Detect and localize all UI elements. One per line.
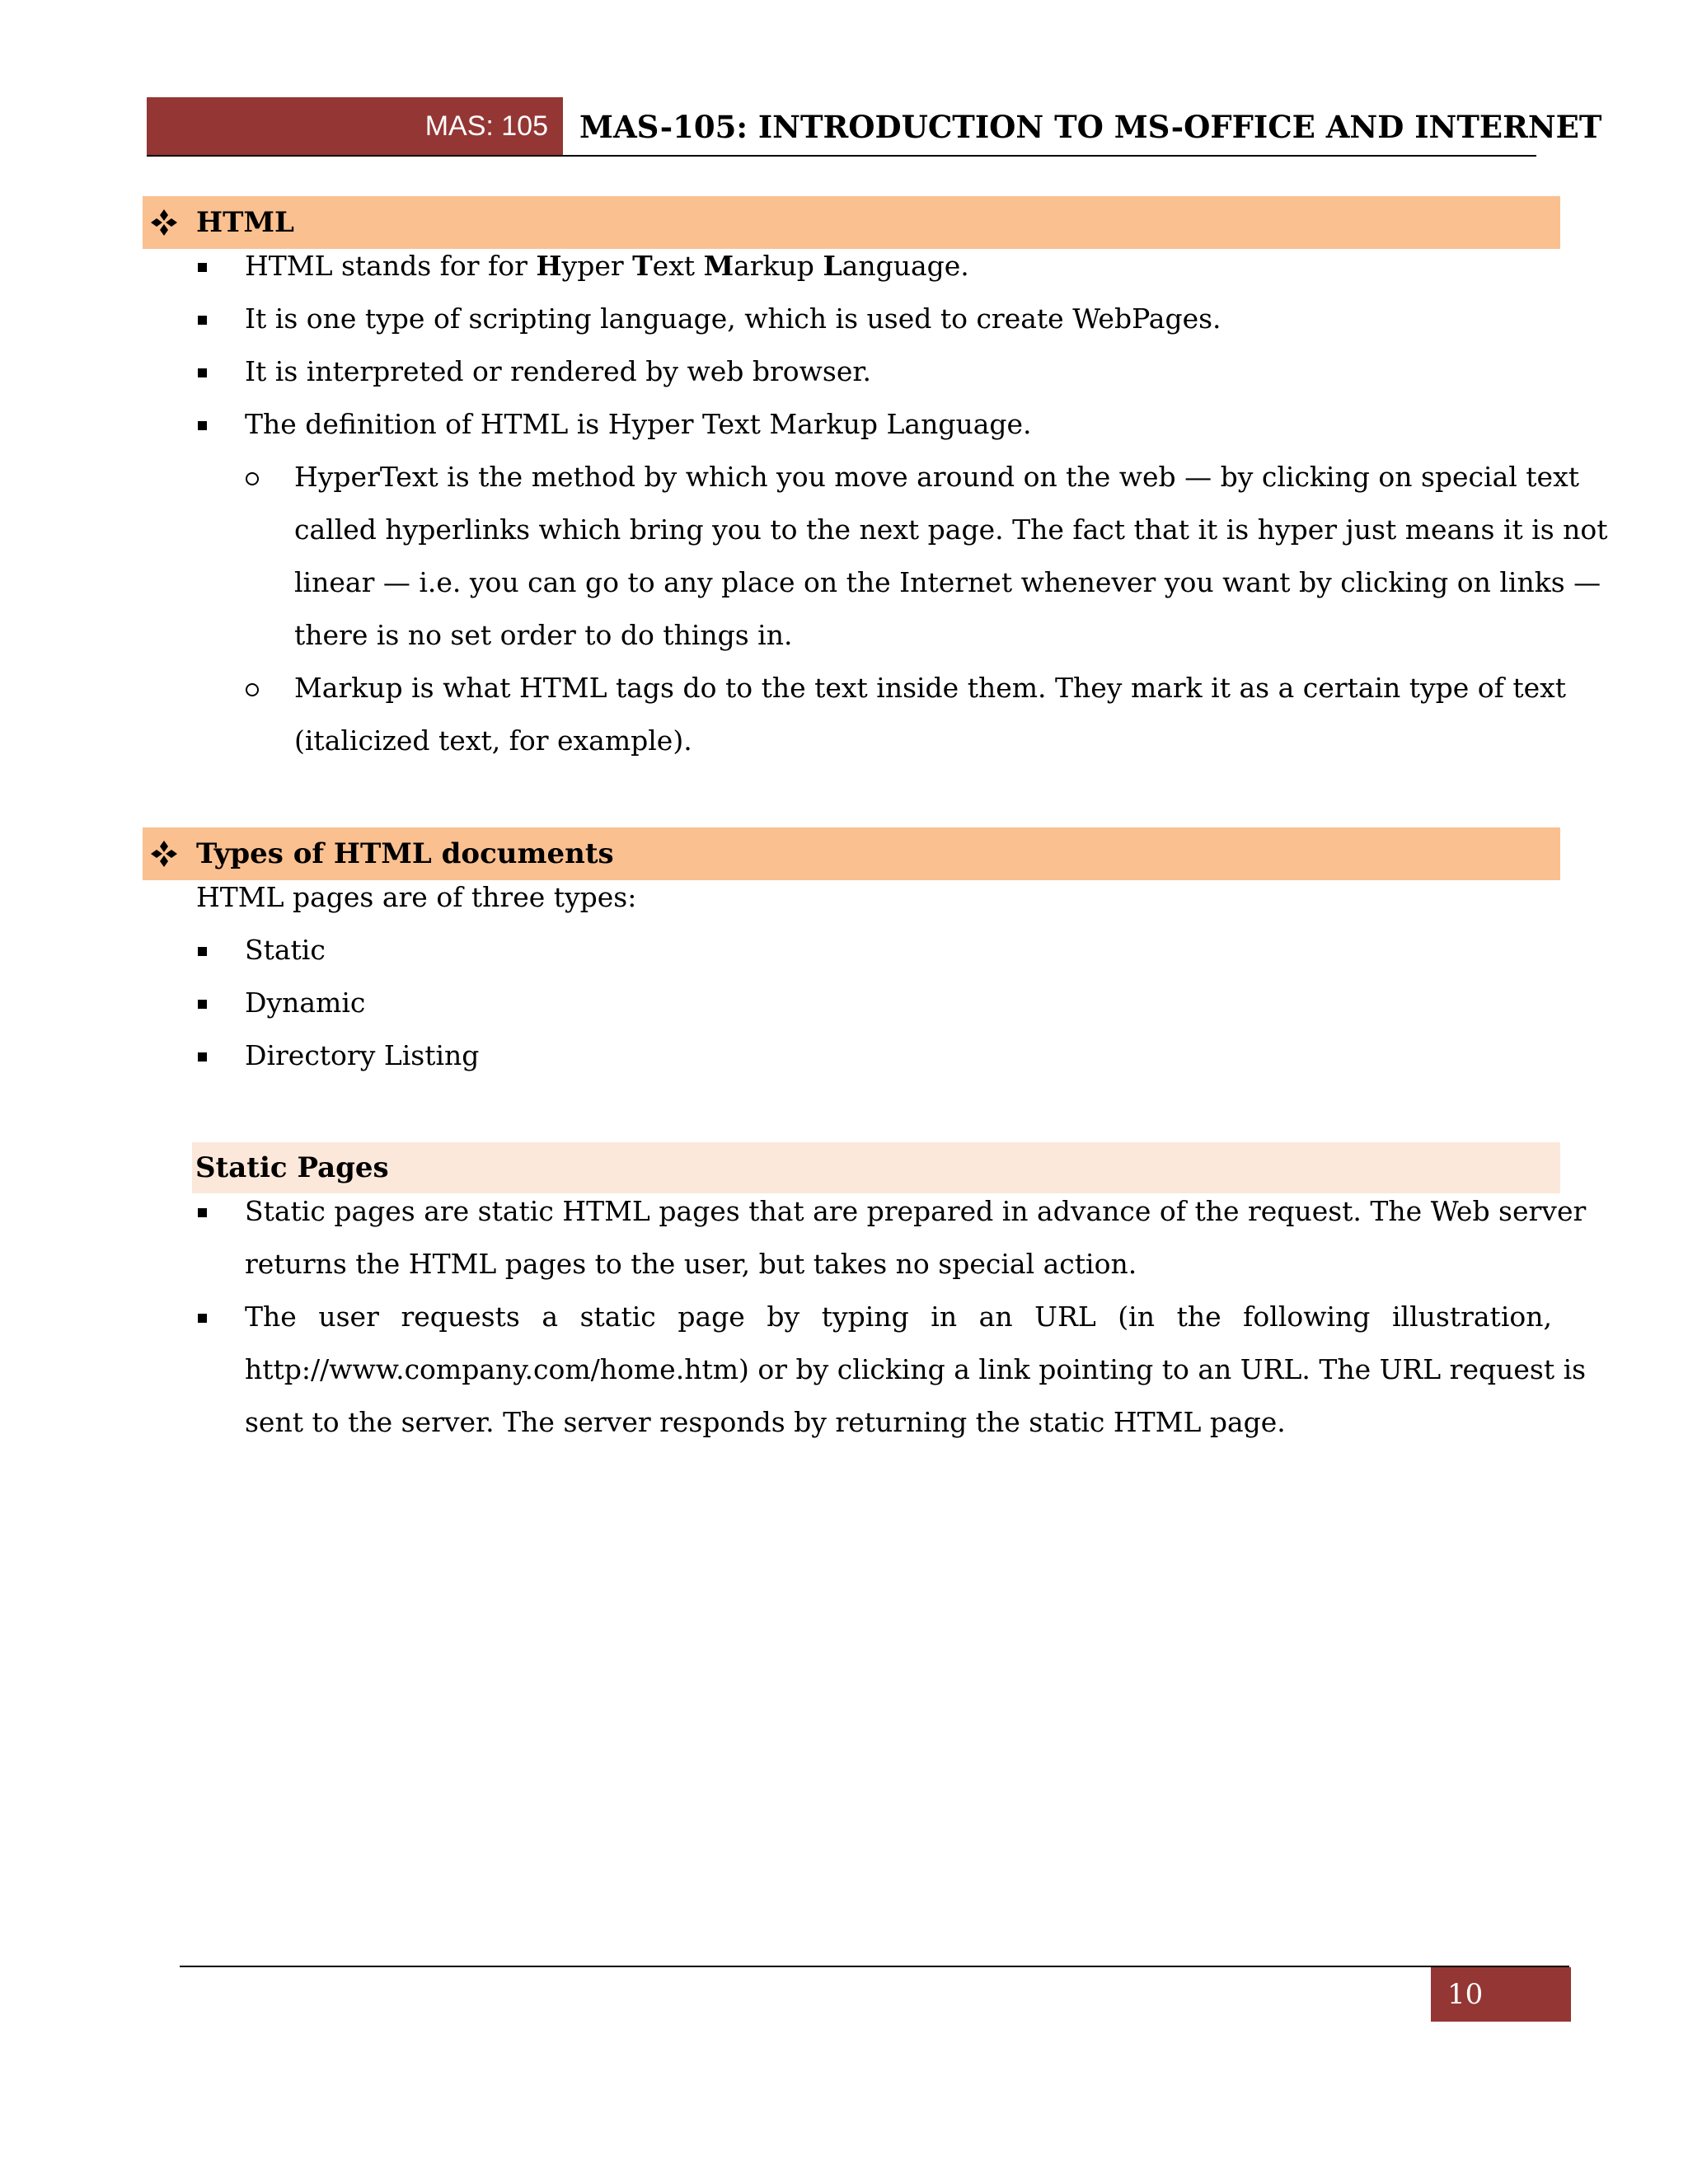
hollow-circle-bullet-icon [246,683,259,696]
page-header-title: MAS-105: INTRODUCTION TO MS-OFFICE AND INTERNET [579,108,1602,145]
subitem-hypertext-line: called hyperlinks which bring you to the next page. The fact that it is hyper just means it is not [294,513,1608,546]
bold-initial: L [823,250,842,282]
text-run: ext [652,250,704,282]
list-item-dynamic: Dynamic [245,987,366,1019]
header-divider [147,155,1536,157]
subitem-hypertext-line: linear — i.e. you can go to any place on the Internet whenever you want by clicking on links — [294,566,1601,598]
list-item-static: Static [245,934,326,966]
list-item-directory-listing: Directory Listing [245,1039,480,1071]
square-bullet-icon [198,263,207,272]
subitem-hypertext-line: there is no set order to do things in. [294,619,793,651]
square-bullet-icon [198,1000,207,1009]
footer-divider [180,1966,1569,1967]
square-bullet-icon [198,368,207,377]
square-bullet-icon [198,421,207,430]
section-heading-types [143,827,1560,880]
square-bullet-icon [198,316,207,325]
square-bullet-icon [198,947,207,956]
static-para-line: Static pages are static HTML pages that are prepared in advance of the request. The Web server [245,1195,1587,1227]
text-run: arkup [734,250,823,282]
section-title: Types of HTML documents [196,837,614,870]
four-diamond-icon [149,208,179,237]
course-code: MAS: 105 [424,110,548,142]
bullet-text: It is interpreted or rendered by web browser. [245,355,871,387]
subitem-markup-line: Markup is what HTML tags do to the text inside them. They mark it as a certain type of text [294,672,1567,704]
subitem-hypertext-line: HyperText is the method by which you move around on the web — by clicking on special text [294,461,1579,493]
section-title: HTML [196,206,294,239]
square-bullet-icon [198,1052,207,1062]
course-code-badge [147,97,563,156]
subheading-static-pages [192,1142,1560,1193]
text-run: HTML stands for for [245,250,537,282]
types-intro: HTML pages are of three types: [196,881,637,913]
square-bullet-icon [198,1208,207,1217]
subheading-title: Static Pages [195,1151,389,1184]
text-run: yper [561,250,633,282]
subitem-markup-line: (italicized text, for example). [294,724,692,757]
bullet-text: The definition of HTML is Hyper Text Markup Language. [245,408,1032,440]
four-diamond-icon [149,839,179,869]
static-para-line: http://www.company.com/home.htm) or by clicking a link pointing to an URL. The URL request is [245,1353,1587,1385]
hollow-circle-bullet-icon [246,472,259,485]
bullet-text: It is one type of scripting language, which is used to create WebPages. [245,302,1221,335]
square-bullet-icon [198,1314,207,1323]
bold-initial: T [632,250,653,282]
bold-initial: M [703,250,734,282]
page-number-badge [1431,1967,1571,2022]
static-para-line: The user requests a static page by typing in an URL (in the following illustration, [245,1301,1552,1333]
section-heading-html [143,196,1560,249]
text-run: anguage. [842,250,969,282]
bold-initial: H [536,250,562,282]
static-para-line: returns the HTML pages to the user, but takes no special action. [245,1248,1137,1280]
page-number: 10 [1447,1978,1484,2011]
bullet-text-html-stands-for [245,250,969,283]
static-para-line: sent to the server. The server responds by returning the static HTML page. [245,1406,1286,1438]
